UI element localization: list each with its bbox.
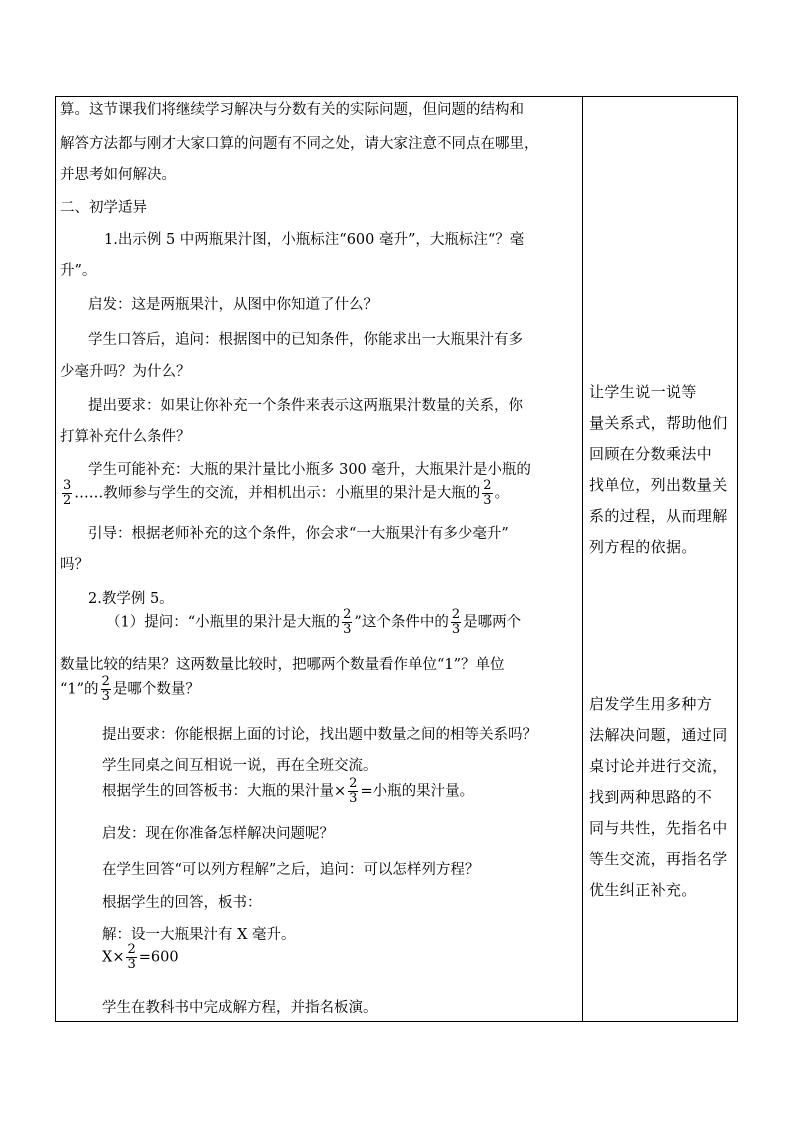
section-heading: 二、初学适异 [60, 200, 147, 216]
text-line [60, 675, 200, 704]
fraction-numerator: 2 [483, 478, 492, 493]
fraction-2-3 [482, 479, 492, 508]
text-line: 并思考如何解决。 [60, 167, 176, 183]
note-line: 让学生说一说等 [589, 383, 697, 401]
text-line: 解答方法都与刚才大家口算的问题有不同之处，请大家注意不同点在哪里， [60, 136, 539, 152]
equation [102, 943, 179, 972]
note-line: 桌讨论并进行交流， [589, 757, 728, 775]
note-line: 找到两种思路的不 [589, 788, 713, 806]
fraction-2-3 [451, 608, 461, 637]
fraction-denominator: 3 [101, 689, 110, 704]
column-divider [582, 96, 583, 1022]
text-line: 升”。 [60, 263, 97, 279]
text-line: 学生可能补充：大瓶的果汁量比小瓶多 300 毫升，大瓶果汁是小瓶的 [88, 462, 531, 478]
fraction-denominator: 3 [451, 622, 461, 637]
text-segment: ……教师参与学生的交流，并相机出示：小瓶里的果汁是大瓶的 [74, 485, 481, 502]
fraction-denominator: 2 [63, 493, 72, 508]
text-line: 学生同桌之间互相说一说，再在全班交流。 [102, 758, 378, 774]
note-line: 等生交流，再指名学 [589, 850, 728, 868]
text-line: 提出要求：如果让你补充一个条件来表示这两瓶果汁数量的关系，你 [88, 398, 523, 414]
fraction-denominator: 3 [483, 493, 492, 508]
fraction-2-3 [348, 777, 358, 806]
fraction-2-3 [126, 943, 136, 972]
fraction-numerator: 2 [127, 942, 136, 957]
text-line: 吗？ [60, 557, 89, 573]
text-line: 数量比较的结果？这两数量比较时，把哪两个数量看作单位“1”？单位 [60, 657, 505, 673]
text-line: 算。这节课我们将继续学习解决与分数有关的实际问题，但问题的结构和 [60, 102, 524, 118]
text-line: 引导：根据老师补充的这个条件，你会求“一大瓶果汁有多少毫升” [88, 526, 509, 542]
text-segment: 是哪个数量？ [112, 681, 200, 698]
note-line: 系的过程，从而理解 [589, 507, 728, 525]
text-line: 提出要求：你能根据上面的讨论，找出题中数量之间的相等关系吗？ [102, 727, 537, 743]
text-line: 启发：这是两瓶果汁，从图中你知道了什么？ [88, 297, 378, 313]
fraction-numerator: 2 [343, 607, 352, 622]
fraction-numerator: 2 [101, 674, 110, 689]
text-line: 学生在教科书中完成解方程，并指名板演。 [102, 1000, 378, 1016]
text-line: 少毫升吗？为什么？ [60, 364, 191, 380]
text-segment: 。 [494, 485, 510, 502]
fraction-numerator: 2 [349, 776, 358, 791]
text-line: 启发：现在你准备怎样解决问题呢？ [102, 826, 334, 842]
note-line: 量关系式，帮助他们 [589, 414, 728, 432]
text-segment: 根据学生的回答板书：大瓶的果汁量× [102, 783, 347, 800]
note-line: 启发学生用多种方 [589, 695, 713, 713]
text-line [102, 777, 474, 806]
text-line [106, 608, 521, 637]
note-line: 优生纠正补充。 [589, 881, 697, 899]
text-segment: （1）提问：“小瓶里的果汁是大瓶的 [106, 614, 341, 631]
text-line [60, 479, 509, 508]
fraction-2-3 [101, 675, 111, 704]
fraction-numerator: 3 [63, 478, 72, 493]
text-segment: X× [102, 949, 125, 966]
fraction-3-2 [62, 479, 72, 508]
text-line: 打算补充什么条件？ [60, 429, 191, 445]
text-line: 学生口答后，追问：根据图中的已知条件，你能求出一大瓶果汁有多 [88, 332, 523, 348]
note-line: 法解决问题，通过同 [589, 726, 728, 744]
text-segment: =600 [138, 949, 179, 966]
fraction-denominator: 3 [127, 957, 136, 972]
fraction-denominator: 3 [349, 791, 358, 806]
note-line: 找单位，列出数量关 [589, 476, 728, 494]
text-segment: =小瓶的果汁量。 [360, 783, 475, 800]
text-segment: “1”的 [60, 681, 99, 698]
fraction-2-3 [342, 608, 352, 637]
note-line: 同与共性，先指名中 [589, 819, 728, 837]
note-line: 列方程的依据。 [589, 538, 697, 556]
fraction-denominator: 3 [343, 622, 352, 637]
text-line: 解：设一大瓶果汁有 X 毫升。 [102, 927, 296, 943]
text-line: 1.出示例 5 中两瓶果汁图，小瓶标注“600 毫升”，大瓶标注“？毫 [104, 232, 525, 248]
text-line: 2.教学例 5。 [88, 591, 174, 607]
note-line: 回顾在分数乘法中 [589, 445, 713, 463]
fraction-numerator: 2 [451, 607, 461, 622]
text-line: 根据学生的回答，板书： [102, 895, 262, 911]
text-segment: ”这个条件中的 [354, 614, 449, 631]
text-line: 在学生回答“可以列方程解”之后，追问：可以怎样列方程？ [102, 862, 480, 878]
text-segment: 是哪两个 [463, 614, 522, 631]
